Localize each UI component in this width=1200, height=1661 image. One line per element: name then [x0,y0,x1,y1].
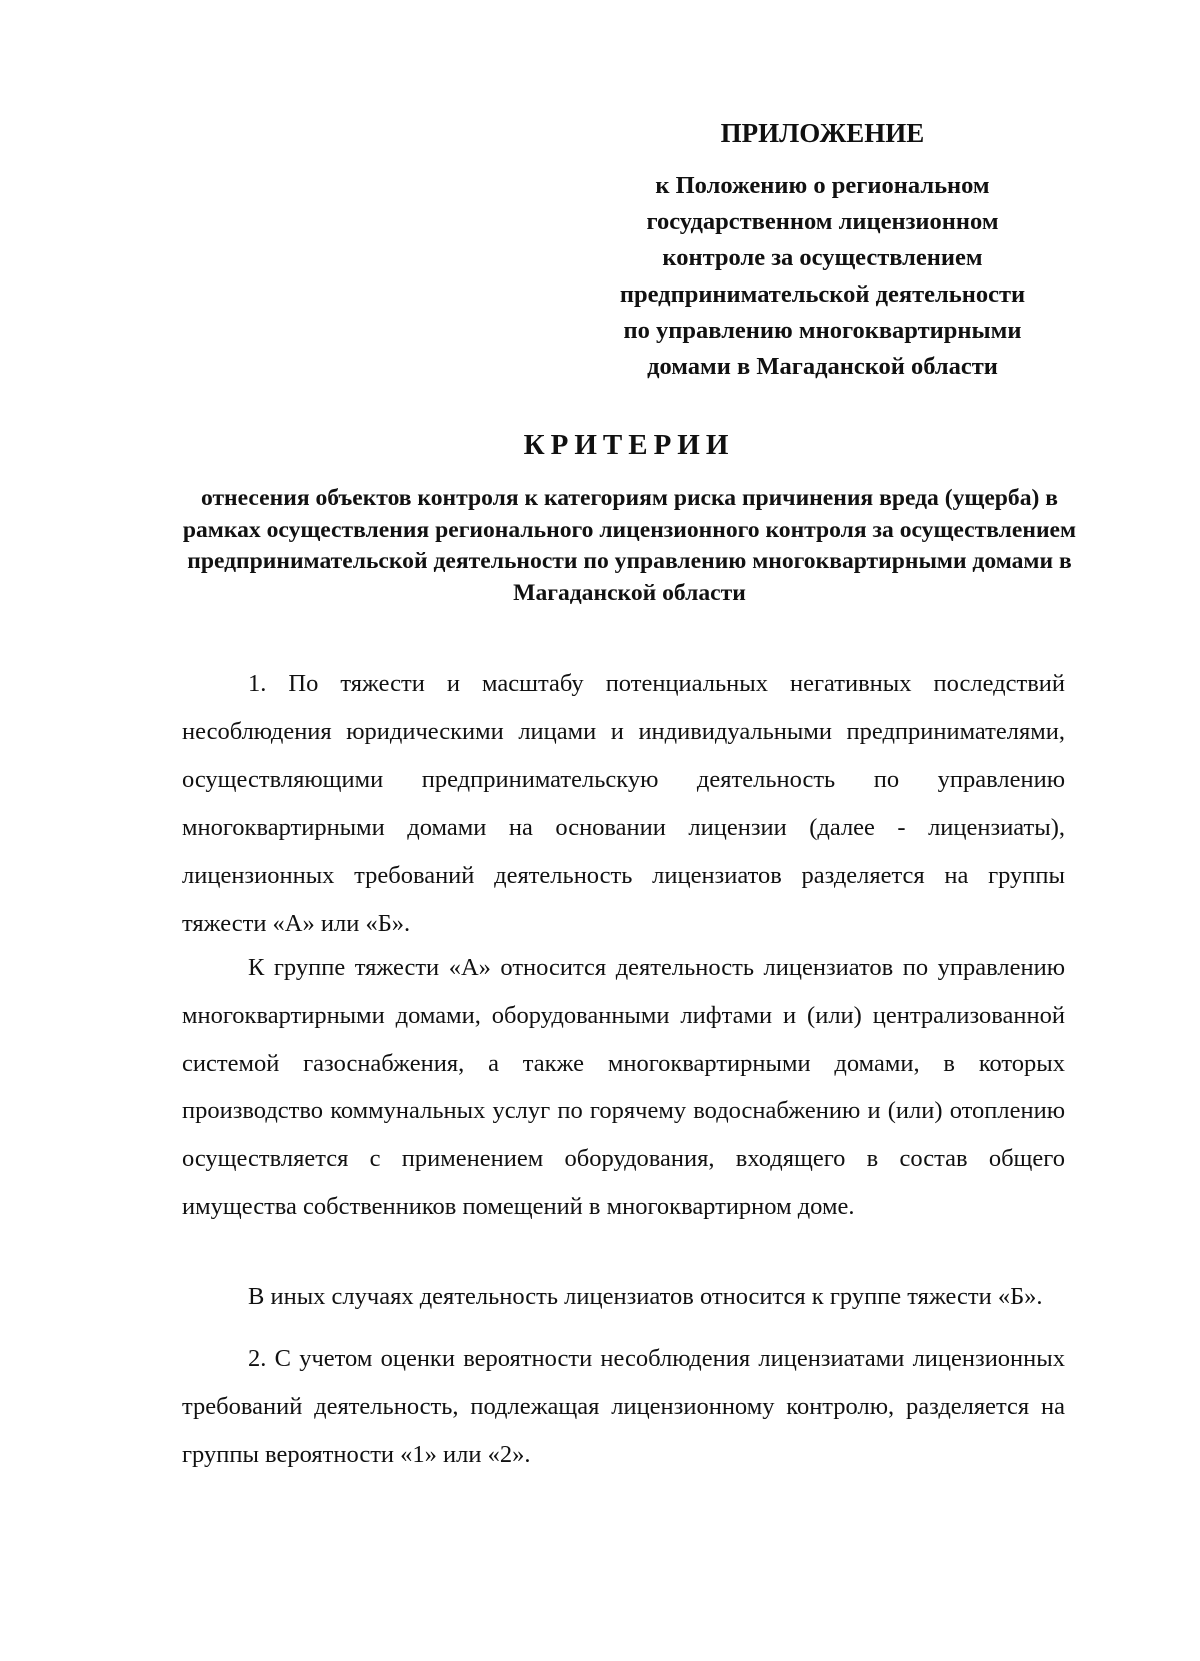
paragraph-group-b: В иных случаях деятельность лицензиатов относится к группе тяжести «Б». [248,1283,1043,1310]
criteria-subtitle: отнесения объектов контроля к категориям риска причинения вреда (ущерба) в рамках осуществления регионального лицензионного контроля за осуществлением предпринимательской деятельности по управлению многоквартирными домами в Магаданской области [182,485,1077,606]
paragraph-group-a: К группе тяжести «А» относится деятельность лицензиатов по управлению многоквартирными домами, оборудованными лифтами и (или) централизованной системой газоснабжения, а также многоквартирными домами, в которых производство коммунальных услуг по горячему водоснабжению и (или) отоплению осуществляется с применением оборудования, входящего в состав общего имущества собственников помещений в многоквартирном доме. [182,954,1065,1220]
paragraph-2: 2. С учетом оценки вероятности несоблюдения лицензиатами лицензионных требований деятельность, подлежащая лицензионному контролю, разделяется на группы вероятности «1» или «2». [182,1345,1065,1468]
paragraph-1: 1. По тяжести и масштабу потенциальных негативных последствий несоблюдения юридическими лицами и индивидуальными предпринимателями, осуществляющими предпринимательскую деятельность по управлению многоквартирными домами на основании лицензии (далее - лицензиаты), лицензионных требований деятельность лицензиатов разделяется на группы тяжести «А» или «Б». [182,670,1065,937]
criteria-title: КРИТЕРИИ [523,429,735,461]
appendix-subtitle: к Положению о региональном государственном лицензионном контроле за осуществлением предпринимательской деятельности по управлению многоквартирными домами в Магаданской области [619,172,1026,381]
appendix-title: ПРИЛОЖЕНИЕ [720,118,925,148]
